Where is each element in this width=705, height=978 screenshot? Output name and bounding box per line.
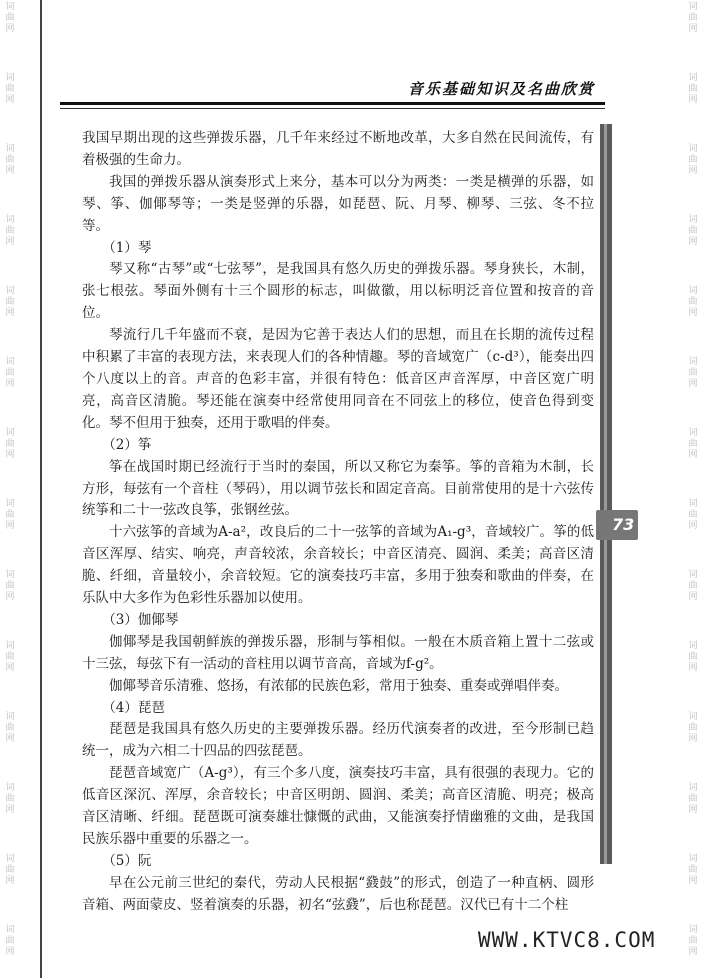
watermark-mark: 词曲网	[5, 286, 15, 318]
watermark-mark: 词曲网	[688, 73, 698, 105]
watermark-column-right	[685, 0, 705, 978]
watermark-mark: 词曲网	[5, 712, 15, 744]
watermark-column-left	[0, 0, 20, 978]
watermark-mark: 词曲网	[5, 215, 15, 247]
paragraph: 筝在战国时期已经流行于当时的秦国，所以又称它为秦筝。筝的音箱为木制，长方形，每弦有一个音柱（琴码），用以调节弦长和固定音高。目前常使用的是十六弦传统筝和二十一弦改良筝，张钢丝弦。	[82, 458, 594, 519]
footer-url: WWW.KTVC8.COM	[478, 928, 656, 952]
header-rule	[60, 102, 605, 105]
section-heading: （5）阮	[102, 852, 152, 869]
body-text	[82, 128, 594, 917]
watermark-mark: 词曲网	[5, 854, 15, 886]
paragraph: 琴流行几千年盛而不衰，是因为它善于表达人们的思想，而且在长期的流传过程中积累了丰富的表现方法，来表现人们的各种情趣。琴的音域宽广（c-d³），能奏出四个八度以上的音。声音的色彩丰富，并很有特色：低音区声音浑厚，中音区宽广明亮，高音区清脆。琴还能在演奏中经常使用同音在不同弦上的移位，使音色得到变化。琴不但用于独奏，还用于歌唱的伴奏。	[82, 327, 594, 431]
watermark-mark: 词曲网	[5, 428, 15, 460]
section-heading: （1）琴	[102, 239, 152, 256]
paragraph: 琵琶音域宽广（A-g³），有三个多八度，演奏技巧丰富，具有很强的表现力。它的低音区深沉、浑厚，余音较长；中音区明朗、圆润、柔美；高音区清脆、明亮；极高音区清晰、纤细。琵琶既可演奏雄壮慷慨的武曲，又能演奏抒情幽雅的文曲，是我国民族乐器中重要的乐器之一。	[82, 765, 594, 847]
paragraph: 我国早期出现的这些弹拨乐器，几千年来经过不断地改革，大多自然在民间流传，有着极强的生命力。	[82, 130, 594, 168]
watermark-mark: 词曲网	[688, 712, 698, 744]
header-rule-thin	[60, 108, 605, 109]
watermark-mark: 词曲网	[5, 783, 15, 815]
watermark-mark: 词曲网	[5, 2, 15, 34]
watermark-mark: 词曲网	[688, 570, 698, 602]
watermark-mark: 词曲网	[5, 144, 15, 176]
watermark-mark: 词曲网	[688, 783, 698, 815]
paragraph: 伽倻琴是我国朝鲜族的弹拨乐器，形制与筝相似。一般在木质音箱上置十二弦或十三弦，每弦下有一活动的音柱用以调节音高，音域为f-g²。	[82, 633, 594, 672]
watermark-mark: 词曲网	[688, 286, 698, 318]
watermark-mark: 词曲网	[5, 570, 15, 602]
paragraph: 十六弦筝的音域为A-a²，改良后的二十一弦筝的音域为A₁-g³，音域较广。筝的低音区浑厚、结实、响亮，声音较浓，余音较长；中音区清亮、圆润、柔美；高音区清脆、纤细，音量较小，余音较短。它的演奏技巧丰富，多用于独奏和歌曲的伴奏，在乐队中大多作为色彩性乐器加以使用。	[82, 524, 594, 607]
watermark-mark: 词曲网	[688, 925, 698, 957]
watermark-mark: 词曲网	[688, 144, 698, 176]
paragraph: 琴又称“古琴”或“七弦琴”，是我国具有悠久历史的弹拨乐器。琴身狭长，木制，张七根弦。琴面外侧有十三个圆形的标志，叫做徽，用以标明泛音位置和按音的音位。	[82, 261, 594, 322]
page-side-bar-highlight	[604, 124, 607, 864]
page-number: 73	[612, 515, 635, 534]
running-header-title: 音乐基础知识及名曲欣赏	[407, 80, 595, 98]
watermark-mark: 词曲网	[688, 2, 698, 34]
watermark-mark: 词曲网	[5, 641, 15, 673]
watermark-mark: 词曲网	[688, 499, 698, 531]
watermark-mark: 词曲网	[688, 215, 698, 247]
paragraph: 我国的弹拨乐器从演奏形式上来分，基本可以分为两类：一类是横弹的乐器，如琴、筝、伽倻琴等；一类是竖弹的乐器，如琵琶、阮、月琴、柳琴、三弦、冬不拉等。	[82, 173, 594, 234]
watermark-mark: 词曲网	[5, 499, 15, 531]
section-heading: （4）琵琶	[102, 699, 165, 716]
section-heading: （3）伽倻琴	[102, 611, 179, 628]
paragraph: 伽倻琴音乐清雅、悠扬，有浓郁的民族色彩，常用于独奏、重奏或弹唱伴奏。	[109, 677, 568, 694]
watermark-mark: 词曲网	[688, 357, 698, 389]
paragraph: 早在公元前三世纪的秦代，劳动人民根据“鼗鼓”的形式，创造了一种直柄、圆形音箱、两面蒙皮、竖着演奏的乐器，初名“弦鼗”，后也称琵琶。汉代已有十二个柱	[82, 874, 594, 913]
watermark-mark: 词曲网	[5, 73, 15, 105]
watermark-mark: 词曲网	[688, 641, 698, 673]
paragraph: 琵琶是我国具有悠久历史的主要弹拨乐器。经历代演奏者的改进，至今形制已趋统一，成为六相二十四品的四弦琵琶。	[82, 721, 594, 760]
watermark-mark: 词曲网	[5, 925, 15, 957]
watermark-mark: 词曲网	[688, 854, 698, 886]
section-heading: （2）筝	[102, 436, 152, 453]
watermark-mark: 词曲网	[5, 357, 15, 389]
binding-rule	[40, 0, 42, 978]
watermark-mark: 词曲网	[688, 428, 698, 460]
